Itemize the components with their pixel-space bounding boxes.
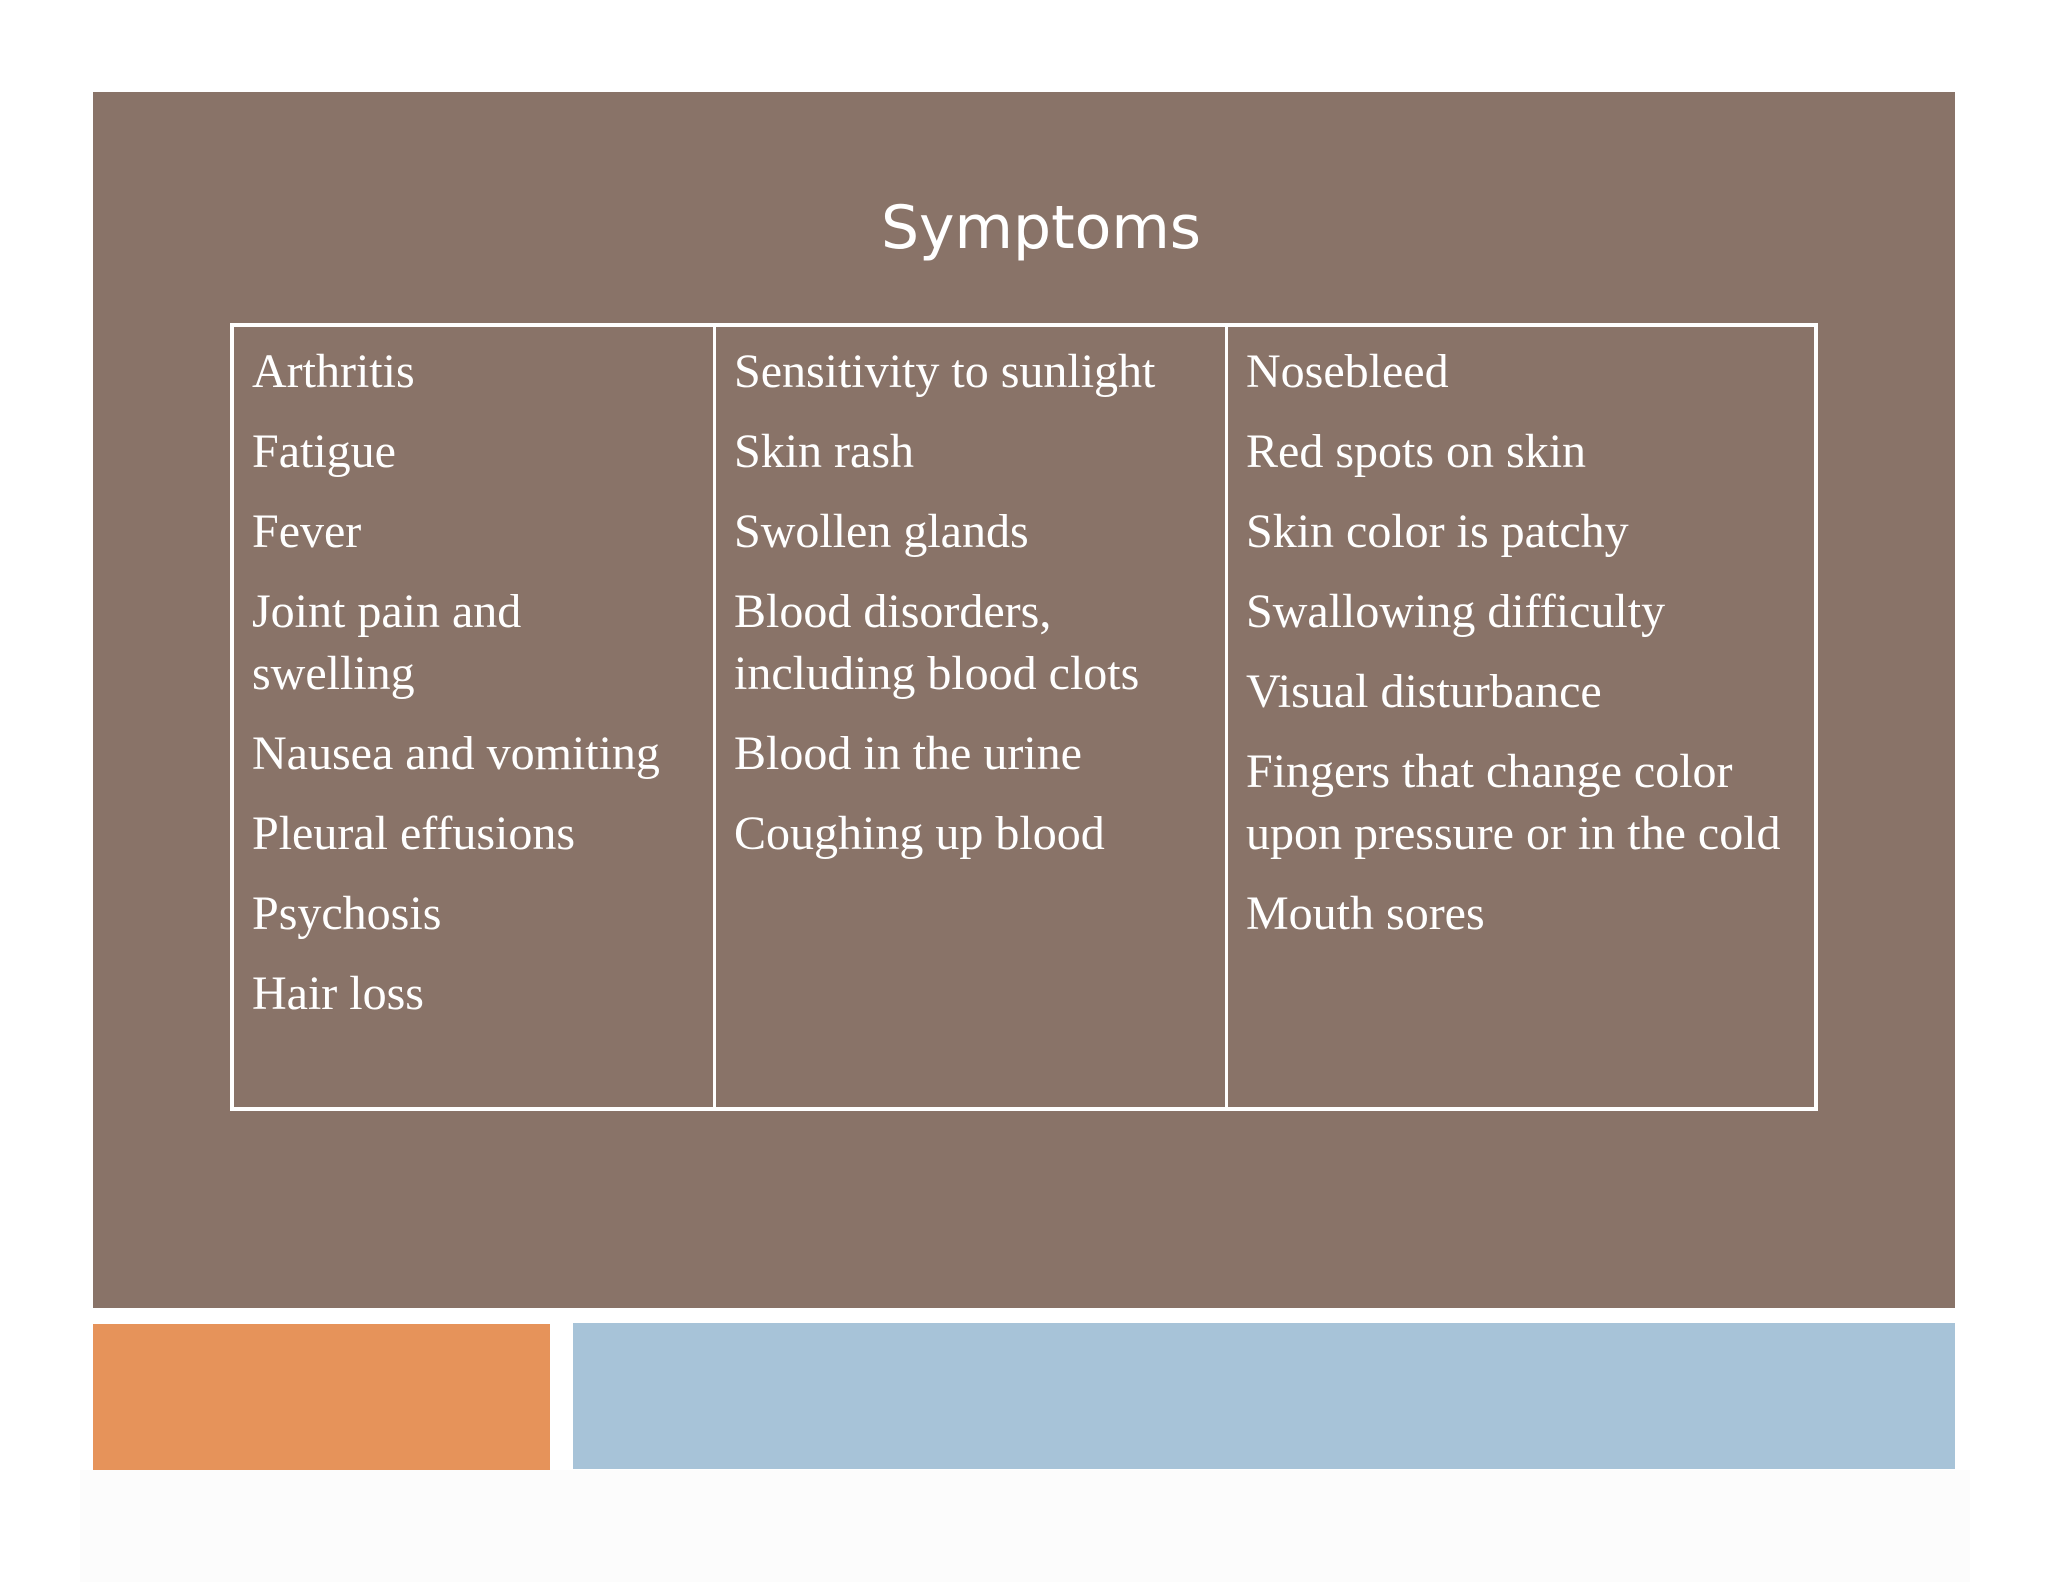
bottom-background-band	[80, 1470, 1970, 1582]
symptom-item: Blood in the urine	[734, 727, 1082, 780]
symptom-item: Hair loss	[252, 967, 424, 1020]
symptom-item: Pleural effusions	[252, 807, 576, 860]
symptom-item: Swallowing difficulty	[1246, 585, 1666, 638]
symptom-item: Skin rash	[734, 425, 914, 478]
symptom-item: Psychosis	[252, 887, 442, 940]
blue-accent-block	[573, 1323, 1955, 1469]
orange-accent-block	[93, 1324, 550, 1470]
symptom-item: Visual disturbance	[1246, 665, 1602, 718]
symptom-item: Coughing up blood	[734, 807, 1105, 860]
symptoms-table	[230, 323, 1818, 1111]
symptom-item: Fingers that change color upon pressure or in the cold	[1246, 745, 1781, 860]
symptoms-column-3	[1228, 327, 1818, 1107]
symptom-item: Skin color is patchy	[1246, 505, 1629, 558]
symptom-item: Sensitivity to sunlight	[734, 345, 1156, 398]
symptom-item: Swollen glands	[734, 505, 1029, 558]
symptom-item: Nosebleed	[1246, 345, 1449, 398]
symptom-item: Joint pain and swelling	[252, 585, 522, 700]
symptom-item: Fever	[252, 505, 362, 558]
symptom-item: Blood disorders, including blood clots	[734, 585, 1140, 700]
symptom-item: Nausea and vomiting	[252, 727, 660, 780]
slide-title: Symptoms	[880, 193, 1202, 263]
symptom-item: Fatigue	[252, 425, 396, 478]
symptom-item: Arthritis	[252, 345, 415, 398]
symptoms-column-1	[234, 327, 716, 1107]
symptom-item: Red spots on skin	[1246, 425, 1587, 478]
symptoms-column-2	[716, 327, 1228, 1107]
symptom-item: Mouth sores	[1246, 887, 1485, 940]
